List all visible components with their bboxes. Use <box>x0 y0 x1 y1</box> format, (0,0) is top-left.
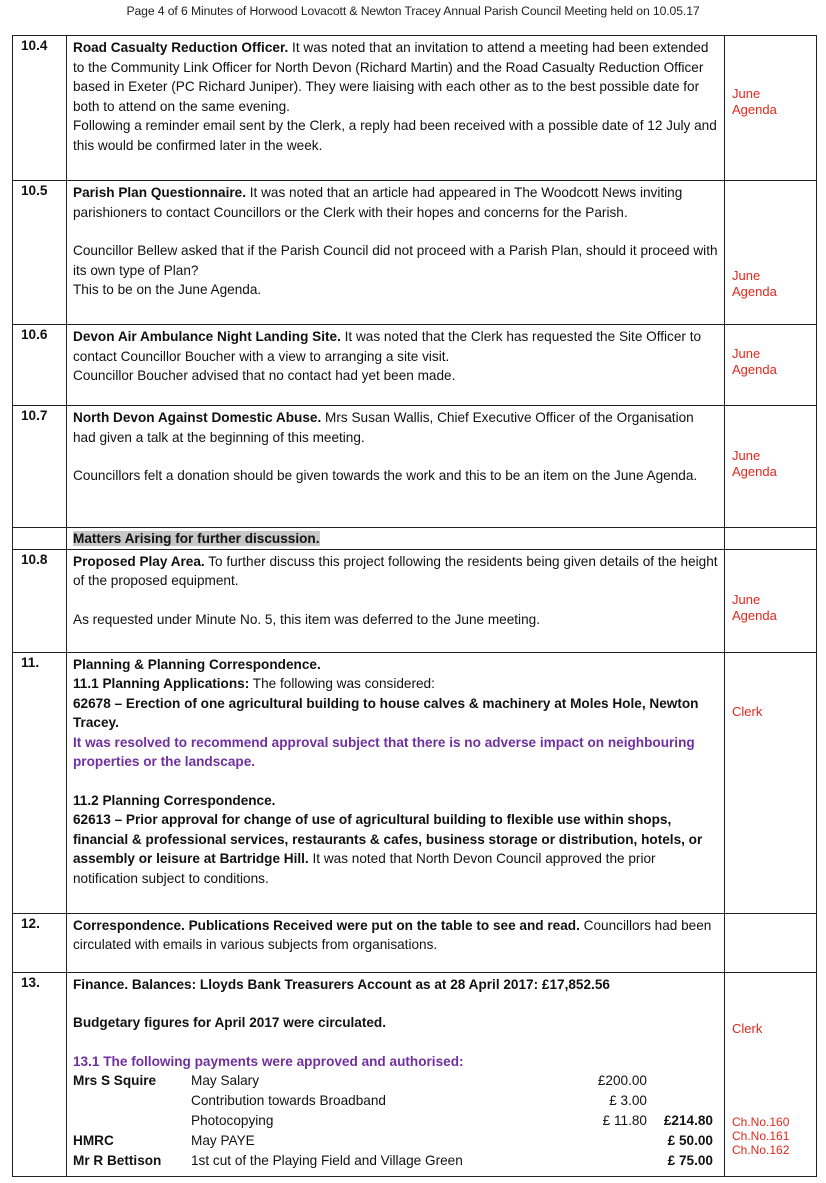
payment-total: £214.80 <box>663 1113 713 1128</box>
minute-text: This to be on the June Agenda. <box>73 282 262 297</box>
minute-row-10-5 <box>13 181 817 325</box>
minute-number: 10.8 <box>13 549 67 652</box>
minute-row-10-8 <box>13 549 817 652</box>
minute-title: Correspondence. Publications Received were put on the table to see and read. <box>73 917 580 933</box>
payments-intro: The following payments were approved and authorised: <box>99 1053 464 1069</box>
page-header: Page 4 of 6 Minutes of Horwood Lovacott & Newton Tracey Annual Parish Council Meeting held on 10.05.17 <box>126 4 700 18</box>
section-heading: Matters Arising for further discussion. <box>73 531 320 546</box>
minute-number: 13. <box>13 972 67 1176</box>
cheque-number: Ch.No.161 <box>732 1128 790 1143</box>
minute-number: 11. <box>13 652 67 913</box>
minute-text: As requested under Minute No. 5, this item was deferred to the June meeting. <box>73 611 540 627</box>
action-label: June Agenda <box>732 346 777 377</box>
minute-number: 10.6 <box>13 325 67 406</box>
payment-amount: £200.00 <box>597 1073 647 1088</box>
payment-amount: £ 11.80 <box>602 1113 647 1128</box>
minute-row-10-7 <box>13 406 817 528</box>
minute-body <box>67 406 725 528</box>
resolution-text: It was resolved to recommend approval subject that there is no adverse impact on neighbouring properties or the landscape. <box>73 734 695 769</box>
payment-row <box>73 1131 718 1151</box>
minute-title: Devon Air Ambulance Night Landing Site. <box>73 329 341 344</box>
action-cell <box>725 549 817 652</box>
action-cell <box>725 181 817 325</box>
minute-body <box>67 972 725 1176</box>
minute-text: Councillors felt a donation should be given towards the work and this to be an item on the June Agenda. <box>73 468 698 483</box>
action-cell <box>725 652 817 913</box>
minute-body <box>67 325 725 406</box>
minutes-table <box>12 35 817 1177</box>
payment-total: £ 50.00 <box>667 1133 713 1148</box>
minute-text: Councillor Bellew asked that if the Parish Council did not proceed with a Parish Plan, should it proceed with its own type of Plan? <box>73 243 718 278</box>
minute-text: Councillor Boucher advised that no contact had yet been made. <box>73 368 456 383</box>
payee-name: Mr R Bettison <box>73 1153 162 1168</box>
minute-body <box>67 36 725 181</box>
payment-description: Photocopying <box>191 1113 274 1128</box>
payment-description: 1st cut of the Playing Field and Village Green <box>191 1153 463 1168</box>
payment-row <box>73 1091 718 1111</box>
budget-note: Budgetary figures for April 2017 were circulated. <box>73 1015 387 1030</box>
minute-row-13 <box>13 972 817 1176</box>
minute-body <box>67 913 725 972</box>
subsection-title: 11.2 Planning Correspondence. <box>73 792 276 808</box>
minute-text: It was noted that an article had appeared in The Woodcott News inviting parishioners to contact Councillors or the Clerk with their hopes and concerns for the Parish. <box>73 185 683 220</box>
minute-number: 10.4 <box>13 36 67 181</box>
action-label: Clerk <box>732 1020 763 1036</box>
minute-title: Road Casualty Reduction Officer. <box>73 40 289 55</box>
minute-row-11 <box>13 652 817 913</box>
payment-row <box>73 1111 718 1131</box>
action-label: Clerk <box>732 703 763 719</box>
minute-body <box>67 549 725 652</box>
cheque-number: Ch.No.162 <box>732 1142 790 1157</box>
action-label: June Agenda <box>732 268 777 299</box>
action-cell <box>725 406 817 528</box>
minute-number: 10.7 <box>13 406 67 528</box>
planning-application: 62678 – Erection of one agricultural building to house calves & machinery at Moles Hole, Newton Tracey. <box>73 695 699 730</box>
minute-row-10-6 <box>13 325 817 406</box>
payment-description: May Salary <box>191 1073 259 1088</box>
payment-total: £ 75.00 <box>667 1153 713 1168</box>
action-label: June Agenda <box>732 448 777 479</box>
action-label: June Agenda <box>732 591 777 623</box>
cheque-number: Ch.No.160 <box>732 1114 790 1129</box>
minute-text: It was noted that the Clerk has requested the Site Officer to contact Councillor Boucher with a view to arranging a site visit. <box>73 329 702 364</box>
payment-row <box>73 1071 718 1091</box>
minute-title: Planning & Planning Correspondence. <box>73 656 321 672</box>
minute-number: 12. <box>13 913 67 972</box>
minute-row-10-4 <box>13 36 817 181</box>
action-label: June Agenda <box>732 86 777 117</box>
finance-balances: Finance. Balances: Lloyds Bank Treasurers Account as at 28 April 2017: £17,852.56 <box>73 976 610 992</box>
minute-row-12 <box>13 913 817 972</box>
minute-title: Parish Plan Questionnaire. <box>73 185 246 200</box>
payments-list <box>73 1071 718 1171</box>
payment-description: Contribution towards Broadband <box>191 1093 386 1108</box>
minute-text: Mrs Susan Wallis, Chief Executive Officer of the Organisation had given a talk at the beginning of this meeting. <box>73 410 694 445</box>
minute-body <box>67 181 725 325</box>
payment-row <box>73 1151 718 1171</box>
minute-title: Proposed Play Area. <box>73 553 205 569</box>
minute-text: To further discuss this project following the residents being given details of the height of the proposed equipment. <box>73 553 718 588</box>
payment-description: May PAYE <box>191 1133 255 1148</box>
payee-name: Mrs S Squire <box>73 1073 157 1088</box>
subsection-title: 11.1 Planning Applications: <box>73 676 250 691</box>
minute-text: The following was considered: <box>249 676 435 691</box>
matters-arising-row <box>13 528 817 550</box>
correspondence-item: 62613 – Prior approval for change of use of agricultural building to flexible use within shops, financial & professional services, restaurants & cafes, business storage or distribution, hotels, or assembly or leisure at Bartridge Hill. <box>73 812 703 866</box>
minute-body <box>67 652 725 913</box>
action-cell <box>725 325 817 406</box>
action-cell <box>725 972 817 1176</box>
payment-amount: £ 3.00 <box>609 1093 647 1108</box>
minute-text: Councillors had been circulated with emails in various subjects from organisations. <box>73 917 712 952</box>
minute-title: North Devon Against Domestic Abuse. <box>73 410 322 425</box>
payments-number: 13.1 <box>73 1053 100 1069</box>
minute-text: It was noted that North Devon Council approved the prior notification subject to conditions. <box>73 851 656 886</box>
minute-number: 10.5 <box>13 181 67 325</box>
payee-name: HMRC <box>73 1133 114 1148</box>
action-cell <box>725 36 817 181</box>
minute-text: Following a reminder email sent by the Clerk, a reply had been received with a possible date of 12 July and this would be confirmed later in the week. <box>73 118 717 153</box>
minute-text: It was noted that an invitation to attend a meeting had been extended to the Community Link Officer for North Devon (Richard Martin) and the Road Casualty Reduction Officer based in Exeter (PC Richard Juniper). They were liaising with each other as to the best possible date for both to attend on the same evening. <box>73 40 709 114</box>
